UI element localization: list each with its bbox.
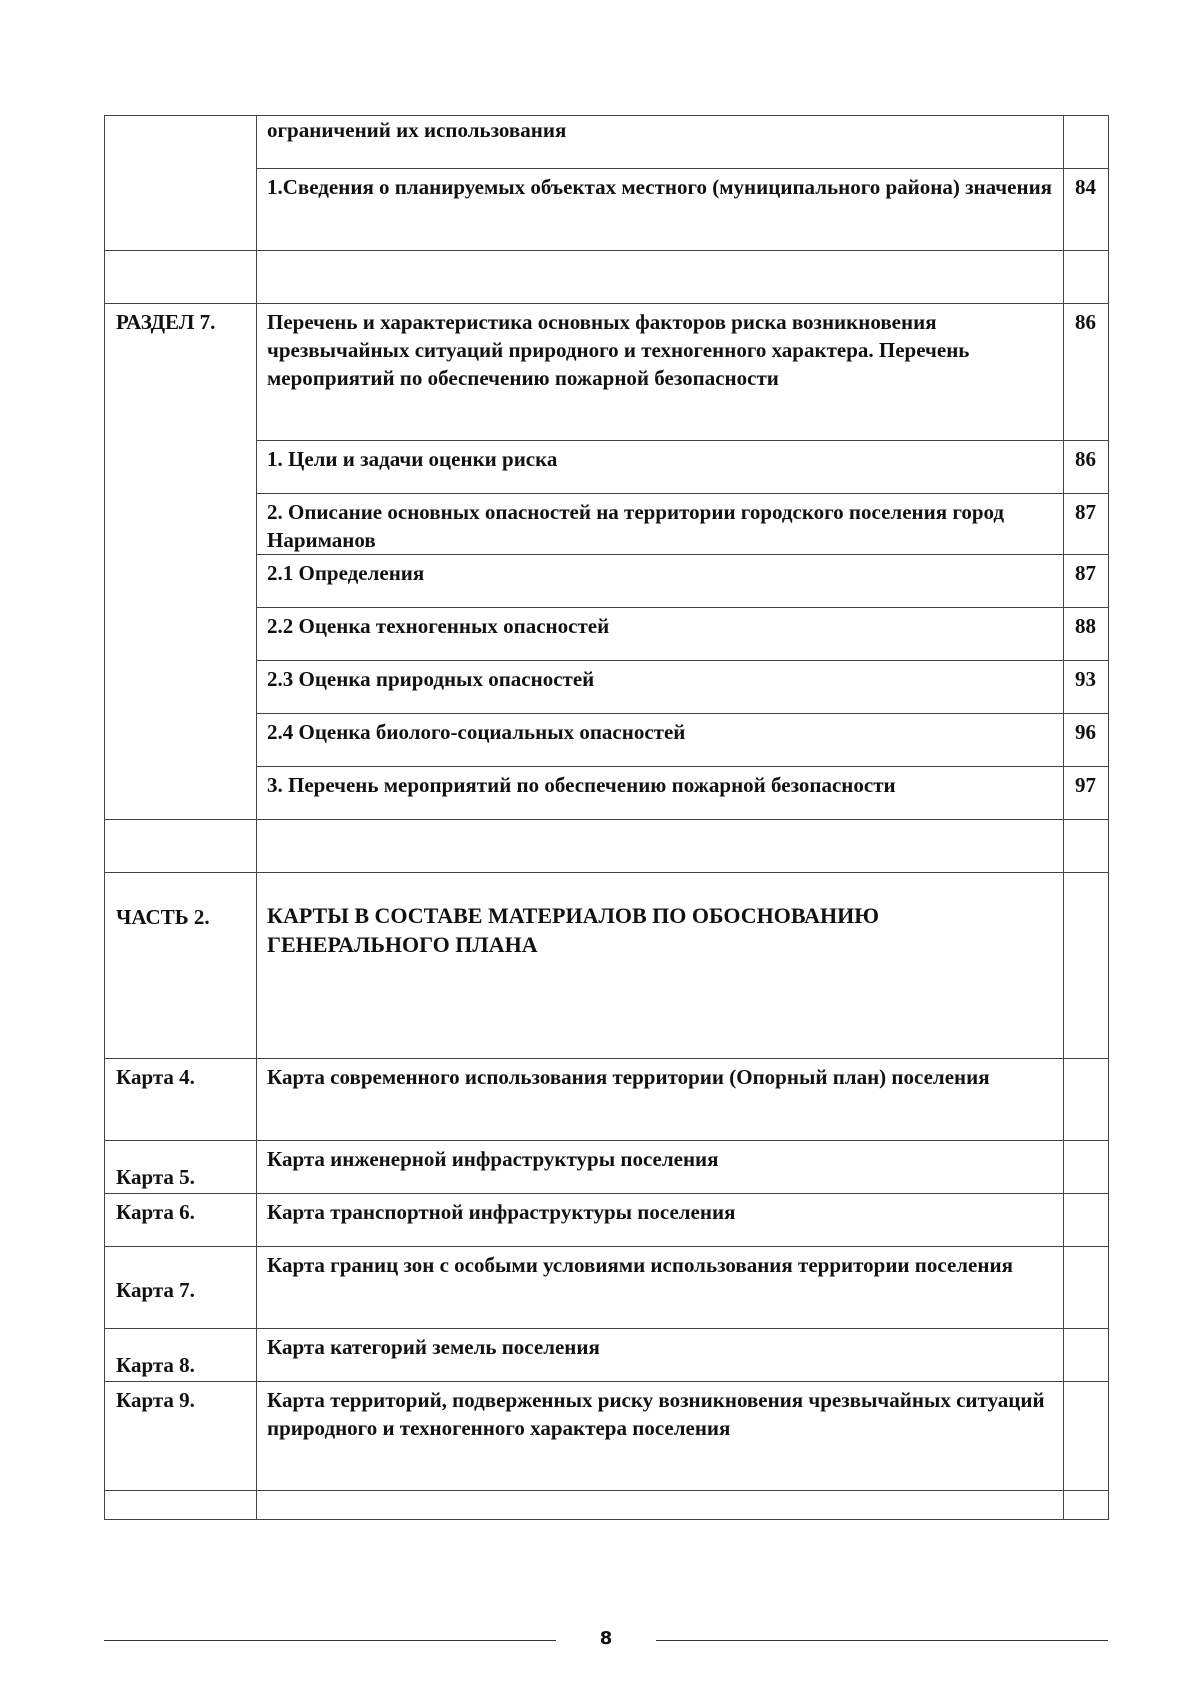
toc-entry-title [257,1491,1064,1520]
toc-page-number [1064,1194,1109,1247]
footer-page-number: 8 [599,1628,613,1649]
toc-entry-title: 2.3 Оценка природных опасностей [257,661,1064,714]
toc-part-label: ЧАСТЬ 2. [105,873,257,1059]
toc-page-number: 86 [1064,441,1109,494]
toc-entry-title: Карта границ зон с особыми условиями использования территории поселения [257,1247,1064,1329]
toc-page-number: 86 [1064,304,1109,441]
toc-entry-title: Карта инженерной инфраструктуры поселения [257,1141,1064,1194]
toc-entry-title: Карта современного использования территории (Опорный план) поселения [257,1059,1064,1141]
toc-entry-title: ограничений их использования [257,116,1064,169]
toc-page-number: 88 [1064,608,1109,661]
toc-page-number [1064,1329,1109,1382]
table-of-contents [104,115,1109,1520]
footer-rule-left [104,1640,556,1641]
toc-page-number [1064,1247,1109,1329]
toc-map-label: Карта 8. [105,1329,257,1382]
toc-section-label [105,251,257,304]
toc-entry-title [257,820,1064,873]
toc-section-label [105,820,257,873]
toc-entry-title: 1. Цели и задачи оценки риска [257,441,1064,494]
toc-page-number [1064,116,1109,169]
toc-entry-title: 3. Перечень мероприятий по обеспечению пожарной безопасности [257,767,1064,820]
toc-section-label [105,1491,257,1520]
toc-page-number [1064,251,1109,304]
toc-row [105,304,1109,441]
toc-row [105,820,1109,873]
toc-page-number: 97 [1064,767,1109,820]
toc-row [105,116,1109,169]
toc-page-number: 96 [1064,714,1109,767]
toc-map-label: Карта 5. [105,1141,257,1194]
footer-rule-right [656,1640,1108,1641]
toc-page-number: 87 [1064,555,1109,608]
toc-row [105,1247,1109,1329]
toc-row [105,1194,1109,1247]
toc-page-number [1064,820,1109,873]
toc-entry-title: 2.2 Оценка техногенных опасностей [257,608,1064,661]
toc-row [105,1141,1109,1194]
toc-entry-title: 2.4 Оценка биолого-социальных опасностей [257,714,1064,767]
toc-page-number [1064,1059,1109,1141]
toc-page-number: 84 [1064,169,1109,251]
toc-page-number [1064,1382,1109,1491]
toc-page-number: 87 [1064,494,1109,555]
toc-row [105,251,1109,304]
toc-entry-title: 2. Описание основных опасностей на территории городского поселения город Нариманов [257,494,1064,555]
toc-row [105,873,1109,1059]
toc-entry-title: Карта категорий земель поселения [257,1329,1064,1382]
toc-part-title: КАРТЫ В СОСТАВЕ МАТЕРИАЛОВ ПО ОБОСНОВАНИЮ ГЕНЕРАЛЬНОГО ПЛАНА [267,903,880,957]
toc-map-label: Карта 4. [105,1059,257,1141]
toc-row [105,1329,1109,1382]
toc-page-number [1064,873,1109,1059]
toc-entry-title: Карта транспортной инфраструктуры поселения [257,1194,1064,1247]
toc-page-number: 93 [1064,661,1109,714]
toc-map-label: Карта 9. [105,1382,257,1491]
toc-section-label [105,116,257,251]
toc-map-label: Карта 7. [105,1247,257,1329]
toc-row [105,1382,1109,1491]
toc-page-number [1064,1141,1109,1194]
toc-section-label: РАЗДЕЛ 7. [105,304,257,820]
page-footer [104,1624,1108,1654]
toc-entry-title: 1.Сведения о планируемых объектах местного (муниципального района) значения [257,169,1064,251]
toc-map-label: Карта 6. [105,1194,257,1247]
toc-entry-title: Карта территорий, подверженных риску возникновения чрезвычайных ситуаций природного и техногенного характера поселения [257,1382,1064,1491]
toc-entry-title: 2.1 Определения [257,555,1064,608]
toc-entry-title [257,251,1064,304]
toc-part-cell [257,873,1064,1059]
toc-row [105,1059,1109,1141]
toc-page-number [1064,1491,1109,1520]
toc-row [105,1491,1109,1520]
toc-entry-title: Перечень и характеристика основных факторов риска возникновения чрезвычайных ситуаций природного и техногенного характера. Перечень мероприятий по обеспечению пожарной безопасности [257,304,1064,441]
